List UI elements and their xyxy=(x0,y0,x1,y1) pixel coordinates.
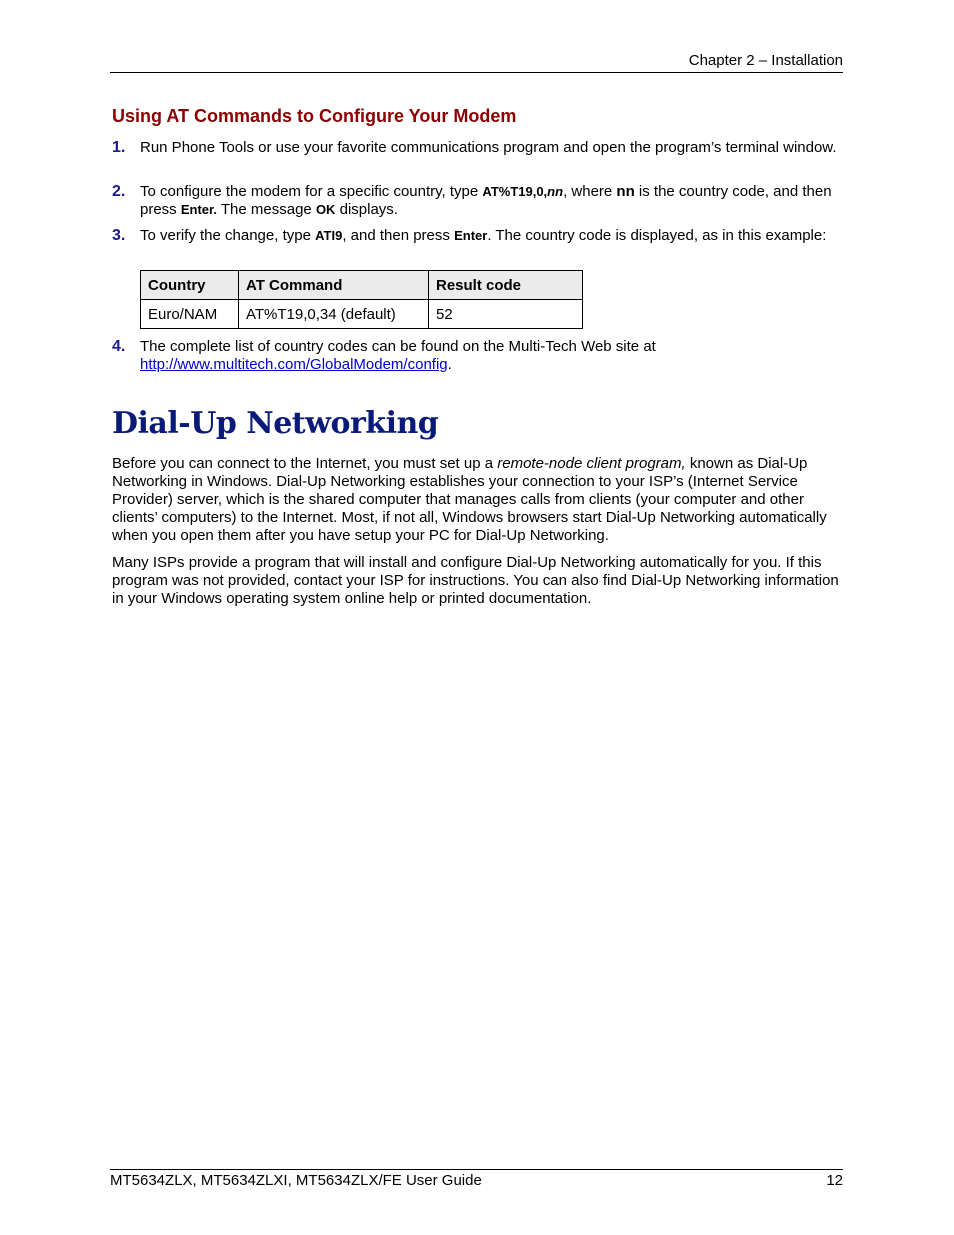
country-code-table xyxy=(140,270,583,329)
page-footer xyxy=(110,1169,843,1189)
table-header-row xyxy=(141,271,583,300)
step-4 xyxy=(112,338,837,374)
step-text: To verify the change, type ATI9, and then press Enter. The country code is displayed, as in this example: xyxy=(140,227,827,244)
command-code: ATI9 xyxy=(315,228,343,243)
enter-key: Enter xyxy=(454,228,488,243)
step-1 xyxy=(112,139,837,157)
dialup-heading: Dial-Up Networking xyxy=(112,406,439,441)
dialup-paragraph-2: Many ISPs provide a program that will install and configure Dial-Up Networking automatically for you. If this program was not provided, contact your ISP for instructions. You can also find Dial-Up Networking information in your Windows operating system online help or printed documentation. xyxy=(112,554,839,607)
table-cell: Euro/NAM xyxy=(141,300,239,329)
page-number: 12 xyxy=(826,1172,843,1189)
table-cell: AT%T19,0,34 (default) xyxy=(239,300,429,329)
column-header: Country xyxy=(141,271,239,300)
section-heading: Using AT Commands to Configure Your Modem xyxy=(112,106,517,126)
dialup-paragraph-1: Before you can connect to the Internet, you must set up a remote-node client program, known as Dial-Up Networking in Windows. Dial-Up Networking establishes your connection to your ISP’s (Internet Service Provider) server, which is the shared computer that manages calls from clients (your computer and other clients’ computers) to the Internet. Most, if not all, Windows browsers start Dial-Up Networking automatically when you open them after you have setup your PC for Dial-Up Networking. xyxy=(112,455,827,544)
step-text: To configure the modem for a specific country, type AT%T19,0,nn, where nn is the country code, and then press Enter. The message OK displays. xyxy=(140,183,832,218)
enter-key: Enter. xyxy=(180,202,217,217)
multitech-link[interactable]: http://www.multitech.com/GlobalModem/config xyxy=(140,356,448,373)
chapter-title: Chapter 2 – Installation xyxy=(688,52,843,69)
table-cell: 52 xyxy=(429,300,583,329)
column-header: AT Command xyxy=(239,271,429,300)
step-text: The complete list of country codes can be found on the Multi-Tech Web site at http://www.multitech.com/GlobalModem/config. xyxy=(140,338,656,373)
command-code: AT%T19,0, xyxy=(482,184,548,199)
step-number: 4. xyxy=(112,338,126,355)
column-header: Result code xyxy=(429,271,583,300)
guide-title: MT5634ZLX, MT5634ZLXI, MT5634ZLX/FE User Guide xyxy=(110,1172,482,1189)
table-row xyxy=(141,300,583,329)
step-number: 2. xyxy=(112,183,126,200)
step-3 xyxy=(112,227,837,245)
step-text: Run Phone Tools or use your favorite communications program and open the program’s terminal window. xyxy=(140,139,837,156)
step-number: 1. xyxy=(112,139,126,156)
step-2 xyxy=(112,183,837,219)
step-number: 3. xyxy=(112,227,126,244)
page-header xyxy=(110,52,843,73)
